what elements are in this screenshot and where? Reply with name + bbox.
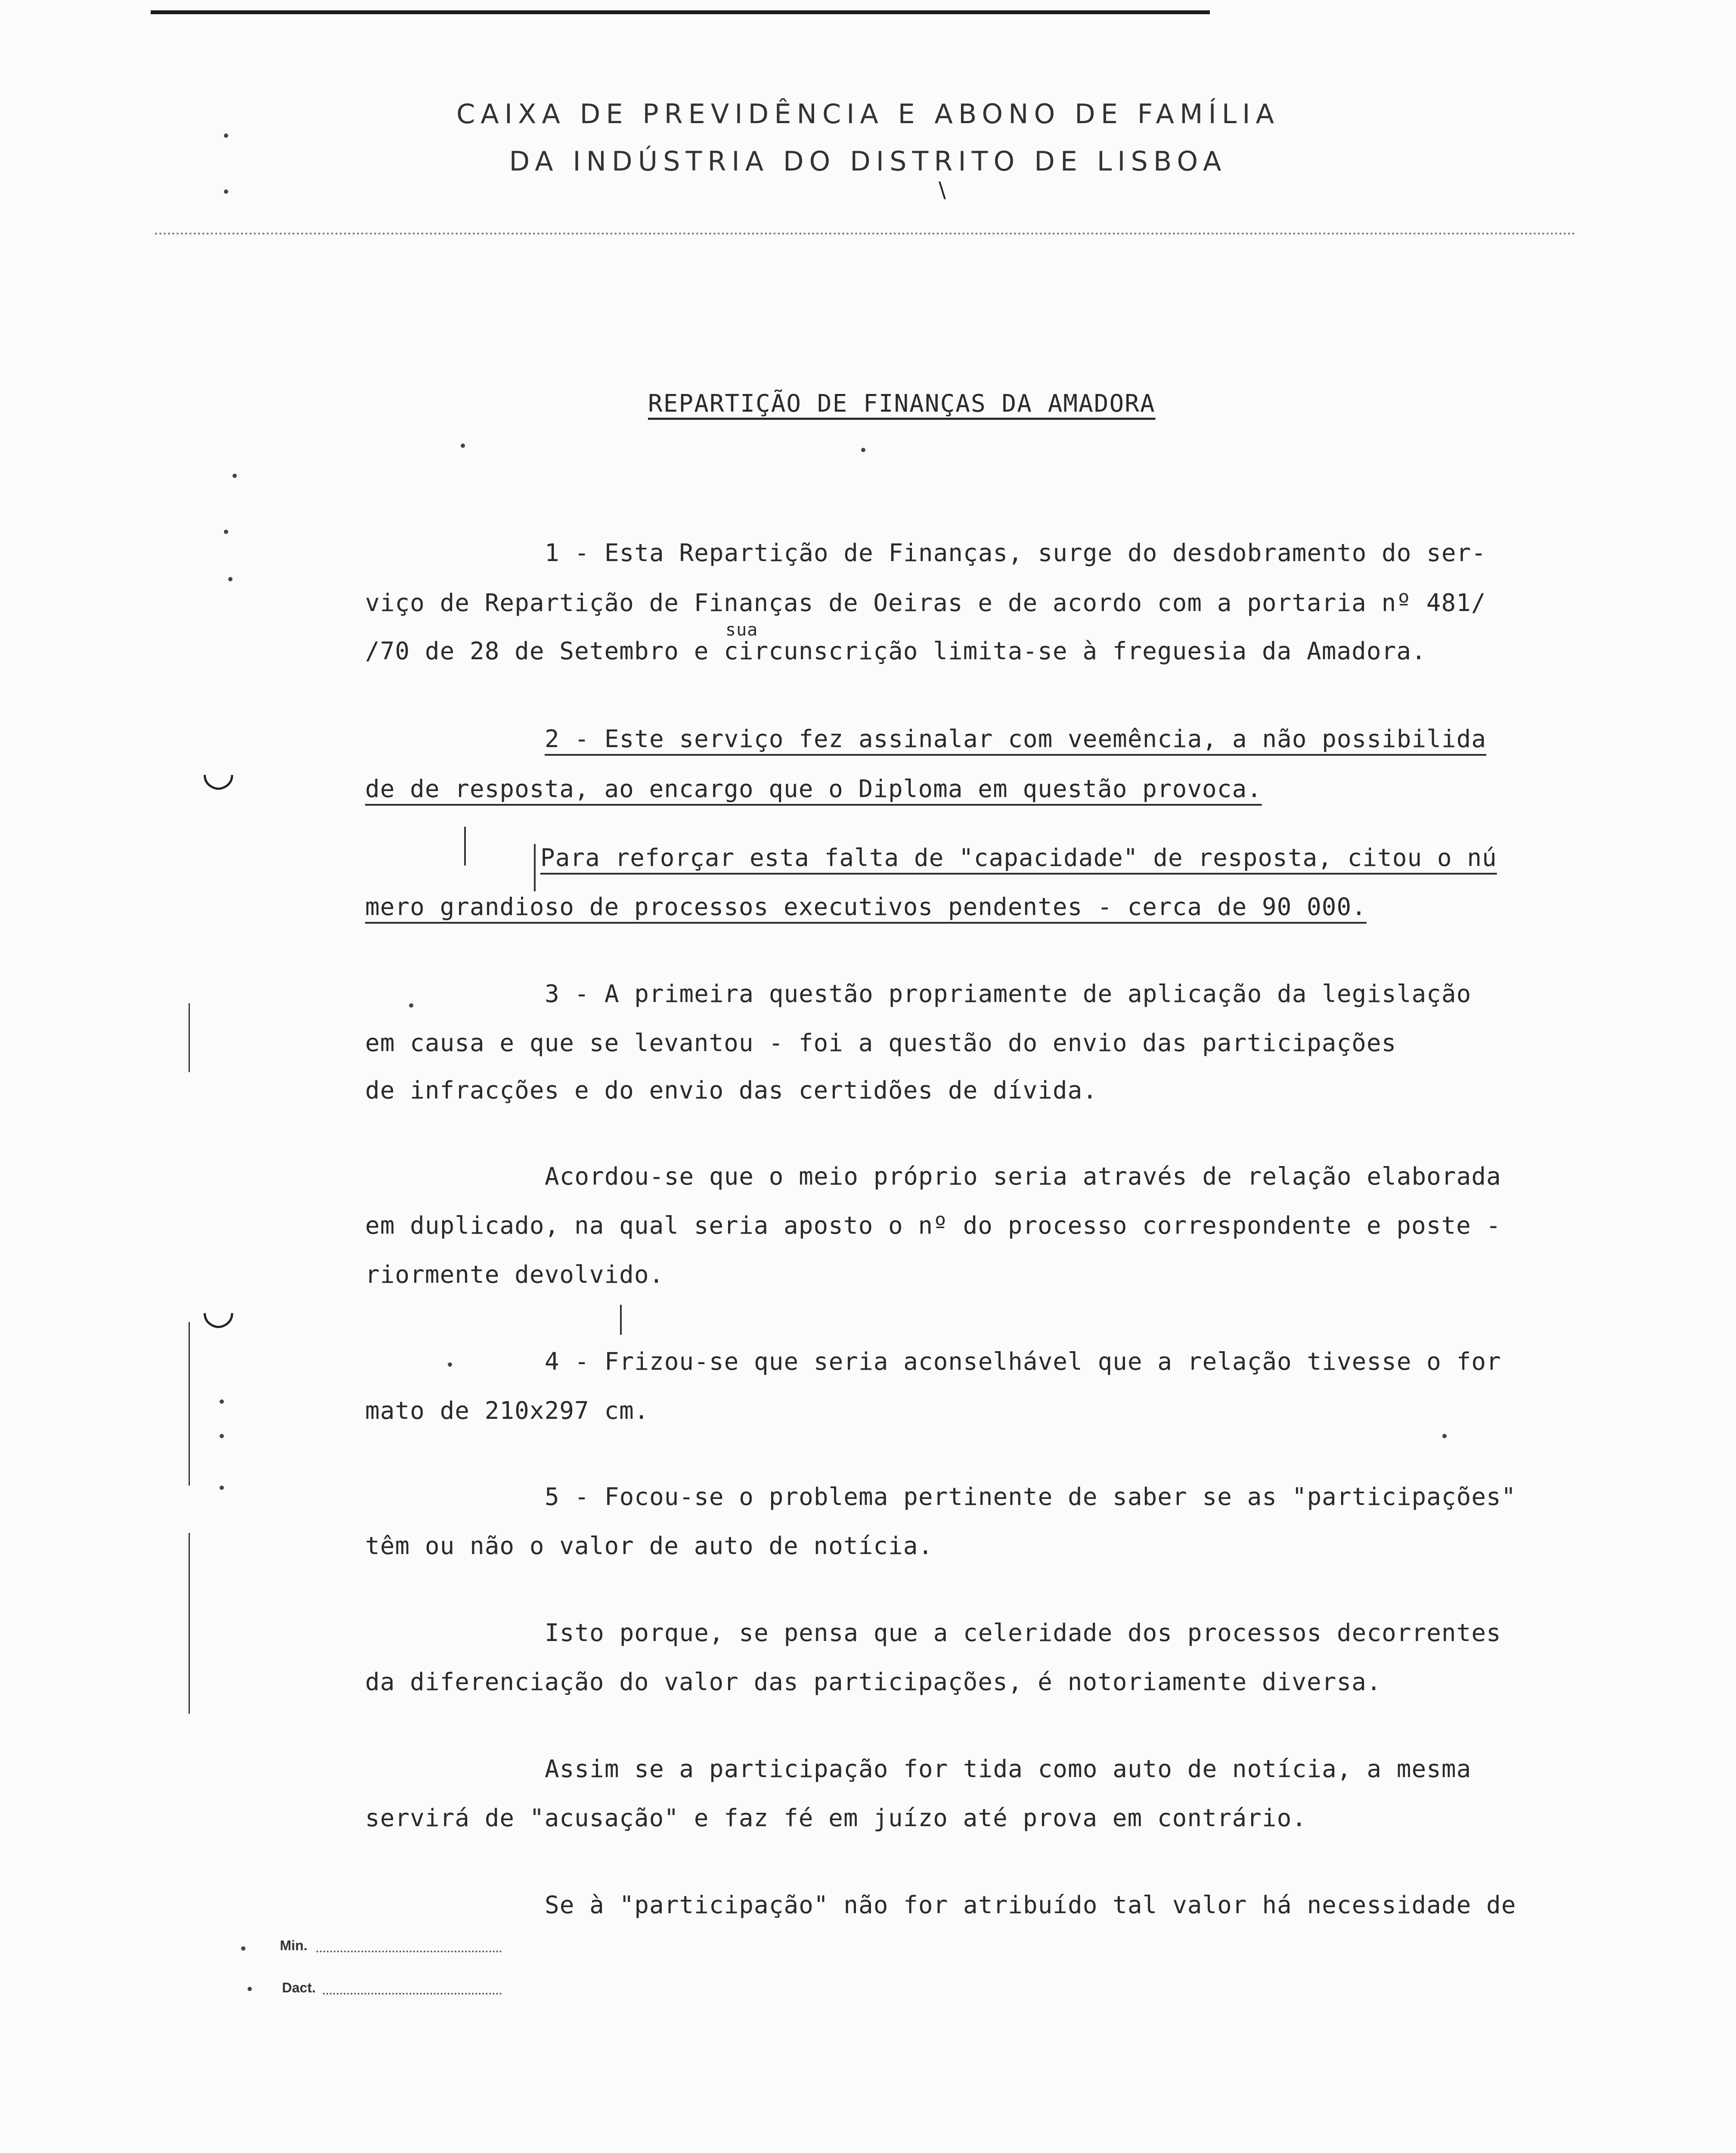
p5d-line-1: Se à "participação" não for atribuído tal valor há necessidade de — [545, 1891, 1516, 1919]
pen-mark: \ — [939, 177, 946, 202]
p3-line-3: de infracções e do envio das certidões de dívida. — [365, 1076, 1098, 1104]
min-label: Min. — [280, 1938, 307, 1953]
p5c-line-1: Assim se a participação for tida como auto de notícia, a mesma — [545, 1755, 1472, 1783]
p4-line-1: 4 - Frizou-se que seria aconselhável que a relação tivesse o for — [545, 1348, 1501, 1376]
p1-line-1: 1 - Esta Repartição de Finanças, surge do desdobramento do ser- — [545, 539, 1487, 567]
p2b-line-2: mero grandioso de processos executivos pendentes - cerca de 90 000. — [365, 893, 1367, 921]
margin-rule-1 — [189, 1003, 190, 1072]
margin-bar-small — [464, 827, 466, 866]
margin-bar — [534, 844, 536, 891]
p4-line-2: mato de 210x297 cm. — [365, 1397, 649, 1425]
dact-field — [323, 1993, 502, 1995]
header-line-2: DA INDÚSTRIA DO DISTRITO DE LISBOA — [509, 146, 1227, 177]
p3b-line-3: riormente devolvido. — [365, 1261, 664, 1289]
p3b-line-2: em duplicado, na qual seria aposto o nº do processo correspondente e poste - — [365, 1212, 1501, 1240]
pen-tick — [620, 1305, 622, 1335]
binding-hook-2: ◡ — [202, 1287, 236, 1333]
margin-rule-3 — [189, 1533, 190, 1714]
p1-line-3: /70 de 28 de Setembro e circunscrição limita-se à freguesia da Amadora. — [365, 637, 1426, 665]
p2-line-1: 2 - Este serviço fez assinalar com veemência, a não possibilida — [545, 725, 1487, 753]
p2b-line-1: Para reforçar esta falta de "capacidade" de resposta, citou o nú — [540, 844, 1497, 872]
p5b-line-2: da diferenciação do valor das participações, é notoriamente diversa. — [365, 1668, 1382, 1696]
top-rule — [151, 10, 1210, 14]
dotted-separator — [155, 233, 1576, 235]
p5-line-1: 5 - Focou-se o problema pertinente de saber se as "participações" — [545, 1483, 1516, 1511]
p1-line-2: viço de Repartição de Finanças de Oeiras e de acordo com a portaria nº 481/ — [365, 589, 1486, 617]
p1-insert-sua: sua — [725, 620, 758, 640]
binding-hook-1: ◡ — [202, 749, 236, 794]
document-title: REPARTIÇÃO DE FINANÇAS DA AMADORA — [648, 390, 1156, 418]
min-field — [316, 1951, 502, 1952]
p3-line-2: em causa e que se levantou - foi a questão do envio das participações — [365, 1029, 1397, 1057]
p5c-line-2: servirá de "acusação" e faz fé em juízo até prova em contrário. — [365, 1804, 1307, 1832]
p5b-line-1: Isto porque, se pensa que a celeridade dos processos decorrentes — [545, 1619, 1501, 1647]
p5-line-2: têm ou não o valor de auto de notícia. — [365, 1532, 933, 1560]
header-line-1: CAIXA DE PREVIDÊNCIA E ABONO DE FAMÍLIA — [456, 98, 1280, 130]
margin-rule-2 — [189, 1322, 190, 1486]
p3b-line-1: Acordou-se que o meio próprio seria através de relação elaborada — [545, 1163, 1501, 1191]
p2-line-2: de de resposta, ao encargo que o Diploma em questão provoca. — [365, 775, 1262, 803]
dact-label: Dact. — [282, 1980, 316, 1995]
p3-line-1: 3 - A primeira questão propriamente de aplicação da legislação — [545, 980, 1472, 1008]
